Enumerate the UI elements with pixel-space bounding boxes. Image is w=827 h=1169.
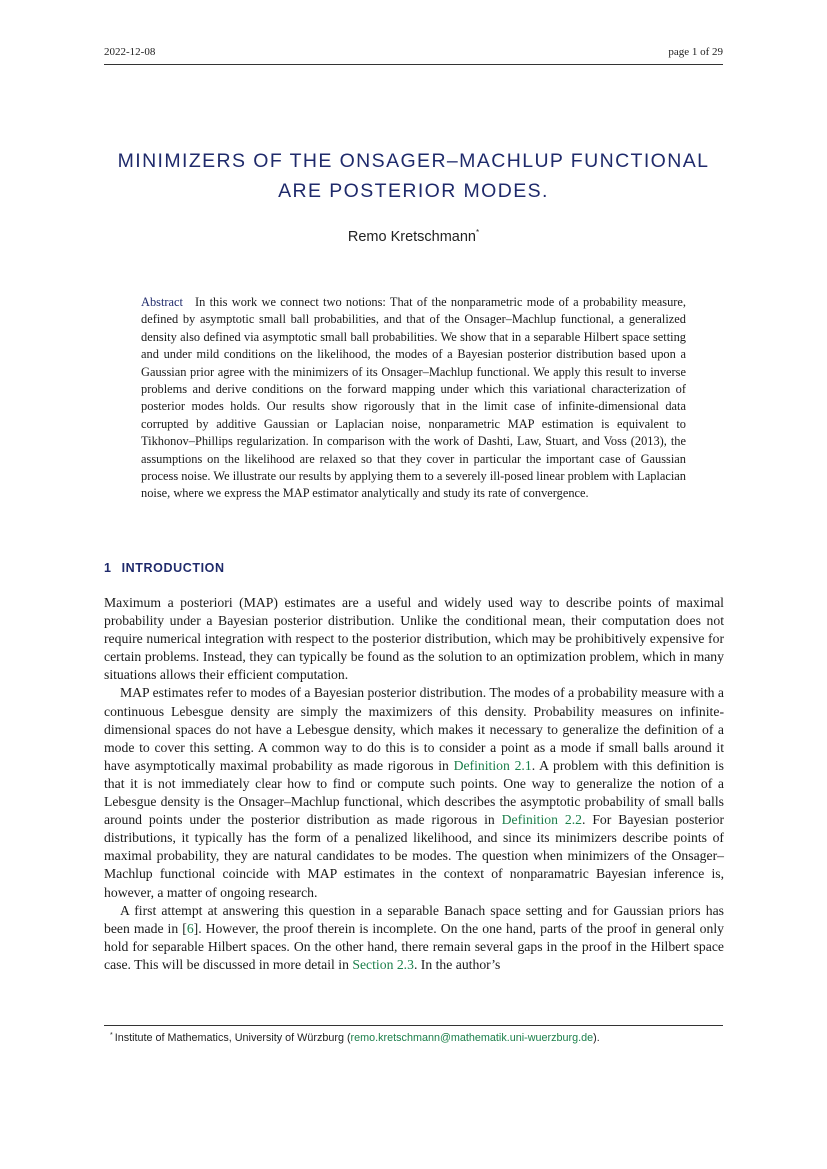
definition-2-2-link[interactable]: Definition 2.2 (501, 812, 582, 828)
footnote-text-b: ). (593, 1032, 600, 1044)
header-page-number: page 1 of 29 (668, 46, 723, 58)
author-line (0, 228, 827, 245)
author-footnote-mark[interactable]: * (476, 228, 480, 237)
section-heading (104, 561, 225, 575)
paragraph-1: Maximum a posteriori (MAP) estimates are a useful and widely used way to describe points of maximal probability under a Bayesian posterior distribution. Unlike the conditional mean, their computation does not require numerical integration with respect to the posterior distribution, which may be prohibitively expensive for certain problems. Instead, they can typically be found as the solution to an optimization problem, which in many situations allows their efficient computation. (104, 595, 724, 683)
section-title: INTRODUCTION (121, 561, 225, 575)
paragraph-2-text-c: . For Bayesian posterior distributions, it typically has the form of a penalized likelihood, and since its minimizers describe points of maximal probability, they are natural candidates to be modes. The question when minimizers of the Onsager–Machlup functional coincide with MAP estimates in the context of nonparamatric Bayesian inference is, however, a matter of ongoing research. (104, 812, 724, 900)
paper-title (60, 146, 767, 206)
citation-link[interactable]: 6 (186, 920, 194, 936)
paragraph-3-text-a: A first attempt at answering this question in a separable Banach space setting and for Gaussian priors has been made in [ (104, 902, 724, 936)
footnote-text-a: Institute of Mathematics, University of Würzburg ( (114, 1032, 351, 1044)
author-name: Remo Kretschmann (347, 229, 476, 245)
paragraph-3-text-b: ]. However, the proof therein is incomplete. On the one hand, parts of the proof in general only hold for separable Hilbert spaces. On the other hand, there remain several gaps in the proof in the Hilbert space case. This will be discussed in more detail in (104, 920, 724, 972)
abstract (141, 294, 686, 503)
section-2-3-link[interactable]: Section 2.3 (352, 956, 414, 972)
email-link[interactable]: remo.kretschmann@mathematik.uni-wuerzburg.de (350, 1032, 594, 1044)
paragraph-2 (104, 684, 724, 901)
abstract-label: Abstract (141, 295, 183, 309)
paragraph-3 (104, 902, 724, 974)
abstract-text: In this work we connect two notions: That of the nonparametric mode of a probability measure, defined by asymptotic small ball probabilities, and that of the Onsager–Machlup functional, a generalized density also defined via asymptotic small ball probabilities. We show that in a separable Hilbert space setting and under mild conditions on the likelihood, the modes of a Bayesian posterior distribution based upon a Gaussian prior agree with the minimizers of its Onsager–Machlup functional. We apply this result to inverse problems and derive conditions on the forward mapping under which this variational characterization of posterior modes holds. Our results show rigorously that in the limit case of infinite-dimensional data corrupted by additive Gaussian or Laplacian noise, nonparametric MAP estimation is equivalent to Tikhonov–Phillips regularization. In comparison with the work of Dashti, Law, Stuart, and Voss (2013), the assumptions on the likelihood are relaxed so that they cover in particular the important case of Gaussian process noise. We illustrate our results by applying them to a severely ill-posed linear problem with Laplacian noise, where we express the MAP estimator analytically and study its rate of convergence. (141, 295, 686, 501)
title-line-2: ARE POSTERIOR MODES. (278, 180, 549, 202)
footnote-rule (104, 1025, 723, 1026)
paragraph-3-text-c: . In the author’s (413, 956, 501, 972)
definition-2-1-link[interactable]: Definition 2.1 (453, 757, 532, 773)
paragraph-2-text-a: MAP estimates refer to modes of a Bayesian posterior distribution. The modes of a probability measure with a continuous Lebesgue density are simply the maximizers of this density. Probability measures on infinite-dimensional spaces do not have a Lebesgue density, which makes it necessary to generalize the definition of a mode to cover this setting. A common way to do this is to consider a point as a mode if small balls around it have asymptotically maximal probability as made rigorous in (104, 685, 724, 773)
header-rule (104, 64, 723, 65)
title-line-1: MINIMIZERS OF THE ONSAGER–MACHLUP FUNCTIONAL (117, 150, 710, 172)
footnote-mark: * (110, 1032, 113, 1039)
footnote (110, 1032, 730, 1044)
paragraph-2-text-b: . A problem with this definition is that it is not immediately clear how to find or compute such points. One way to generalize the notion of a Lebesgue density is the Onsager–Machlup functional, which describes the asymptotic probability of small balls around points under the posterior distribution as made rigorous in (104, 757, 724, 828)
section-number: 1 (104, 561, 112, 575)
header-date: 2022-12-08 (104, 46, 156, 58)
body-text (104, 594, 724, 974)
